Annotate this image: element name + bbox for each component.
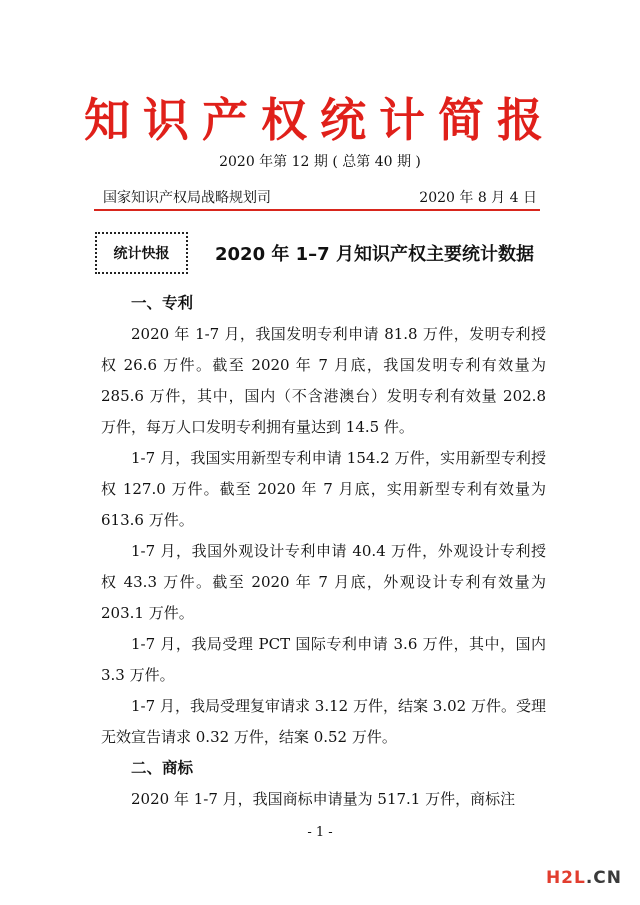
header-divider [94,209,540,211]
issuing-org: 国家知识产权局战略规划司 [103,190,271,206]
site-watermark [546,868,622,888]
paragraph: 2020 年 1-7 月，我国商标申请量为 517.1 万件，商标注 [131,790,516,808]
document-body [101,288,546,815]
paragraph: 2020 年 1-7 月，我国发明专利申请 81.8 万件，发明专利授权 26.6 万件。截至 2020 年 7 月底，我国发明专利有效量为 285.6 万件，其中，国内（不含港澳台）发明专利有效量 202.8 万件，每万人口发明专利拥有量达到 14.5 件。 [101,325,546,436]
bulletin-tag-label: 统计快报 [113,246,170,262]
watermark-part2: .CN [585,868,622,888]
watermark-part1: H2L [545,868,586,888]
issue-date: 2020 年 8 月 4 日 [419,190,537,206]
bulletin-headline: 2020 年 1–7 月知识产权主要统计数据 [215,244,534,265]
paragraph: 1-7 月，我国实用新型专利申请 154.2 万件，实用新型专利授权 127.0 万件。截至 2020 年 7 月底，实用新型专利有效量为 613.6 万件。 [101,449,546,529]
paragraph: 1-7 月，我国外观设计专利申请 40.4 万件，外观设计专利授权 43.3 万件。截至 2020 年 7 月底，外观设计专利有效量为 203.1 万件。 [101,542,546,622]
masthead-title: 知识产权统计简报 [84,93,556,147]
bulletin-tag [95,232,188,274]
paragraph: 1-7 月，我局受理 PCT 国际专利申请 3.6 万件，其中，国内 3.3 万件。 [101,635,546,684]
section-heading-trademark: 二、商标 [131,759,194,777]
issue-number: 2020 年第 12 期 ( 总第 40 期 ) [219,154,421,170]
section-heading-patent: 一、专利 [131,294,194,312]
page-number: - 1 - [307,825,333,840]
paragraph: 1-7 月，我局受理复审请求 3.12 万件，结案 3.02 万件。受理无效宣告请求 0.32 万件，结案 0.52 万件。 [101,697,546,746]
